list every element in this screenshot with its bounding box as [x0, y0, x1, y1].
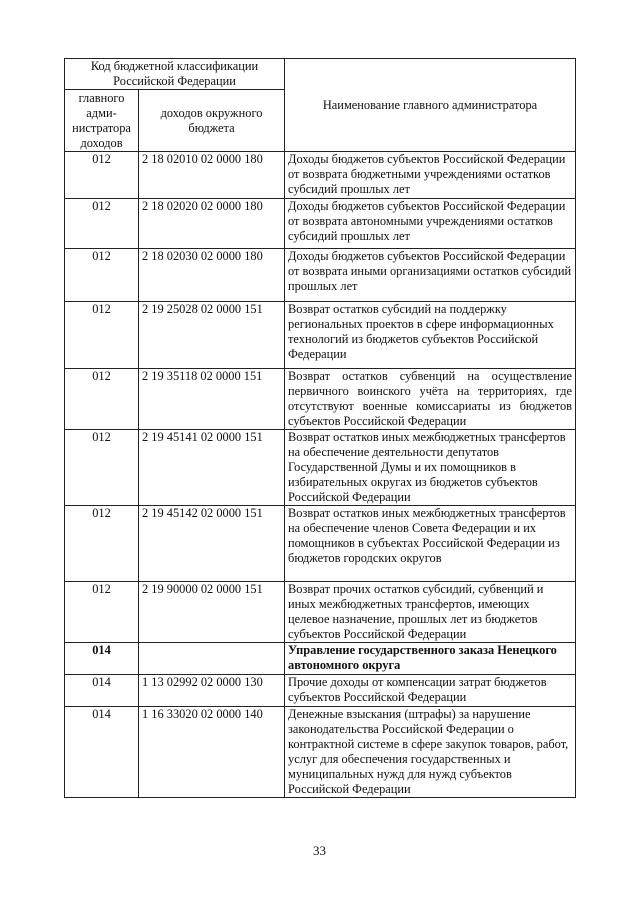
header-name-cell: Наименование главного администратора [285, 59, 576, 152]
table-row-section [65, 643, 576, 675]
revenue-code-cell: 1 13 02992 02 0000 130 [139, 675, 285, 707]
table-row [65, 302, 576, 369]
revenue-code-cell: 2 18 02030 02 0000 180 [139, 249, 285, 302]
revenue-code-cell: 2 19 45142 02 0000 151 [139, 506, 285, 582]
administrator-name-cell: Возврат прочих остатков субсидий, субвенций и иных межбюджетных трансфертов, имеющих целевое назначение, прошлых лет из бюджетов субъектов Российской Федерации [285, 582, 576, 643]
revenue-code-cell: 2 18 02020 02 0000 180 [139, 199, 285, 249]
table-row [65, 675, 576, 707]
admin-code-cell: 012 [65, 199, 139, 249]
admin-code-cell: 012 [65, 430, 139, 506]
admin-code-cell: 014 [65, 643, 139, 675]
header-row-group [65, 59, 576, 90]
revenue-code-cell: 2 18 02010 02 0000 180 [139, 152, 285, 199]
table-row [65, 199, 576, 249]
administrator-name-cell: Прочие доходы от компенсации затрат бюджетов субъектов Российской Федерации [285, 675, 576, 707]
administrator-name-cell: Денежные взыскания (штрафы) за нарушение законодательства Российской Федерации о контрактной системе в сфере закупок товаров, работ, услуг для обеспечения государственных и муниципальных нужд для нужд субъектов Российской Федерации [285, 707, 576, 798]
admin-code-cell: 012 [65, 302, 139, 369]
administrator-name-cell: Доходы бюджетов субъектов Российской Федерации от возврата автономными учреждениями остатков субсидий прошлых лет [285, 199, 576, 249]
administrator-name-cell: Возврат остатков иных межбюджетных трансфертов на обеспечение деятельности депутатов Государственной Думы и их помощников в избирательных округах из бюджетов субъектов Российской Федерации [285, 430, 576, 506]
table-row [65, 506, 576, 582]
revenue-code-cell: 2 19 90000 02 0000 151 [139, 582, 285, 643]
administrator-name-cell: Возврат остатков субсидий на поддержку региональных проектов в сфере информационных технологий из бюджетов субъектов Российской Федерации [285, 302, 576, 369]
table-row [65, 369, 576, 430]
admin-code-cell: 012 [65, 152, 139, 199]
revenue-code-cell: 2 19 35118 02 0000 151 [139, 369, 285, 430]
administrator-name-cell: Управление государственного заказа Ненецкого автономного округа [285, 643, 576, 675]
revenue-code-cell: 2 19 45141 02 0000 151 [139, 430, 285, 506]
admin-code-cell: 014 [65, 707, 139, 798]
budget-classification-table [64, 58, 576, 798]
administrator-name-cell: Возврат остатков иных межбюджетных трансфертов на обеспечение членов Совета Федерации и их помощников в субъектах Российской Федерации из бюджетов городских округов [285, 506, 576, 582]
admin-code-cell: 012 [65, 249, 139, 302]
revenue-code-cell [139, 643, 285, 675]
revenue-code-cell: 1 16 33020 02 0000 140 [139, 707, 285, 798]
table-row [65, 430, 576, 506]
admin-code-cell: 012 [65, 369, 139, 430]
header-group-cell: Код бюджетной классификации Российской Федерации [65, 59, 285, 90]
administrator-name-cell: Возврат остатков субвенций на осуществление первичного воинского учёта на территориях, где отсутствуют военные комиссариаты из бюджетов субъектов Российской Федерации [285, 369, 576, 430]
administrator-name-cell: Доходы бюджетов субъектов Российской Федерации от возврата бюджетными учреждениями остатков субсидий прошлых лет [285, 152, 576, 199]
table-row [65, 707, 576, 798]
table-row [65, 152, 576, 199]
administrator-name-cell: Доходы бюджетов субъектов Российской Федерации от возврата иными организациями остатков субсидий прошлых лет [285, 249, 576, 302]
admin-code-cell: 012 [65, 582, 139, 643]
admin-code-cell: 014 [65, 675, 139, 707]
header-admin-cell: главного адми-нистратора доходов [65, 90, 139, 152]
admin-code-cell: 012 [65, 506, 139, 582]
page-number: 33 [313, 843, 326, 858]
table-row [65, 582, 576, 643]
revenue-code-cell: 2 19 25028 02 0000 151 [139, 302, 285, 369]
header-code-cell: доходов окружного бюджета [139, 90, 285, 152]
table-row [65, 249, 576, 302]
